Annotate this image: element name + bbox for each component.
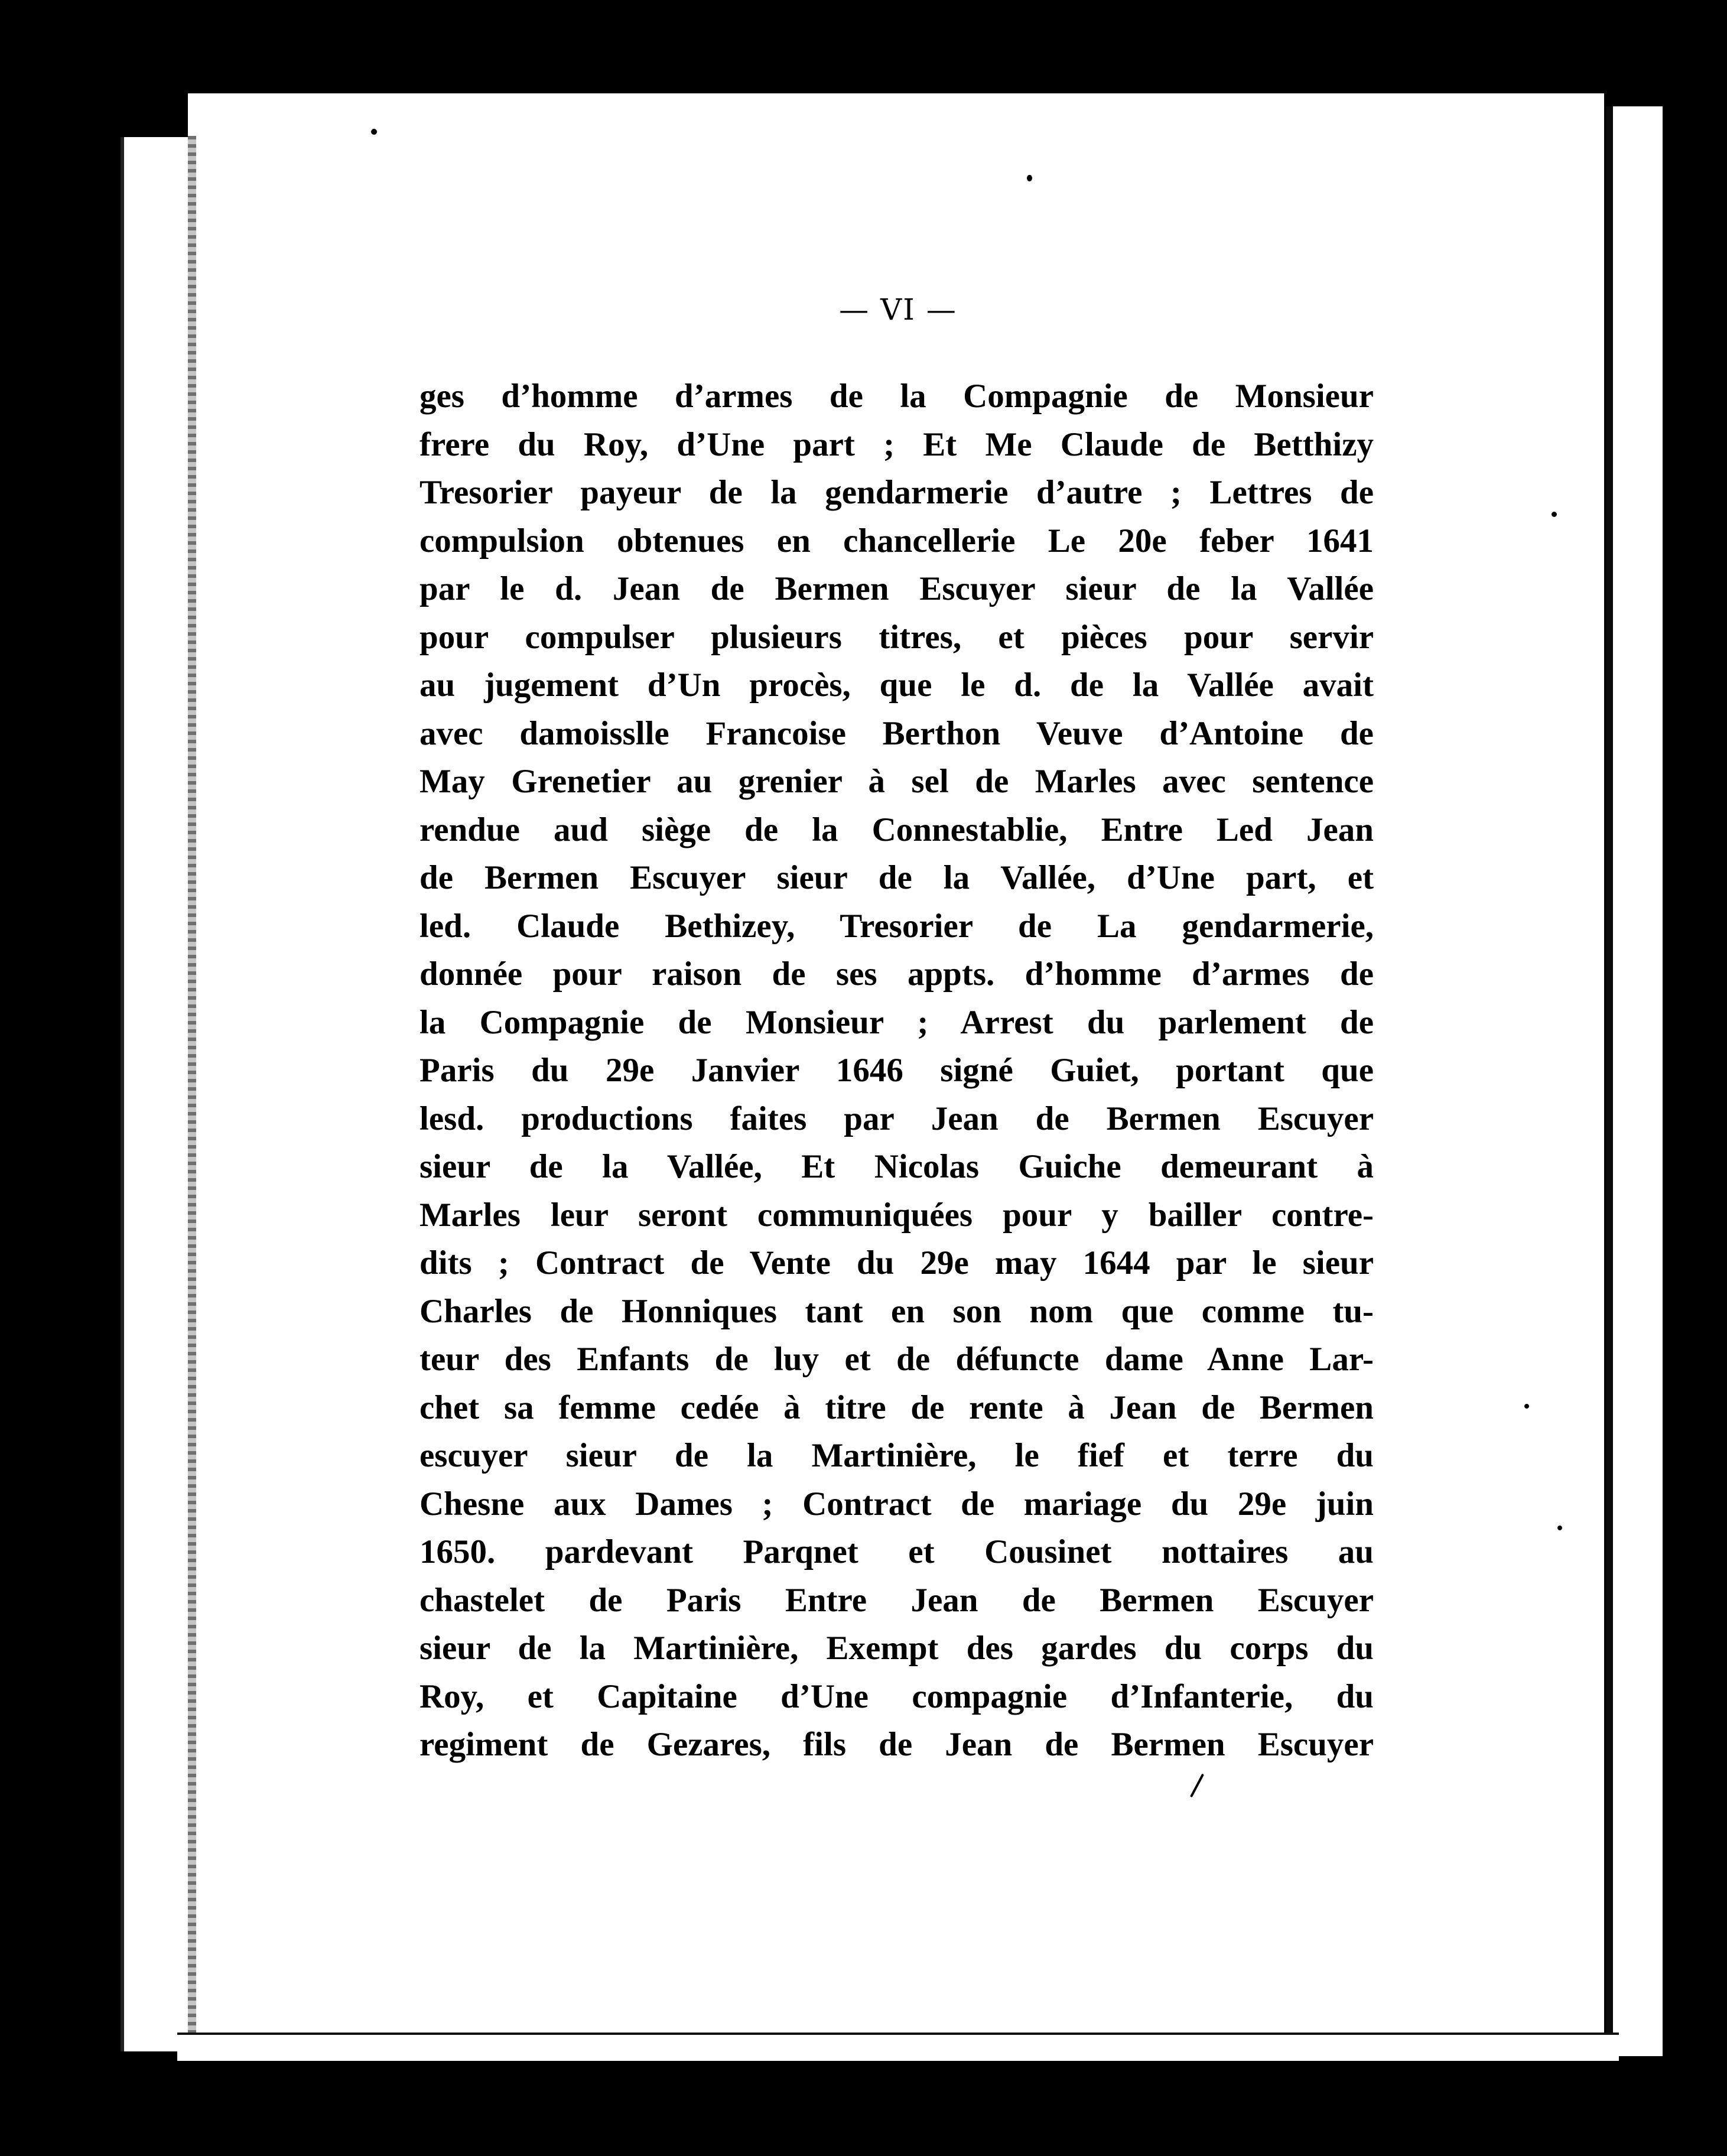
text-line: chet sa femme cedée à titre de rente à Jean de Bermen [419,1388,1374,1426]
text-line: dits ; Contract de Vente du 29e may 1644 par le sieur [419,1244,1374,1282]
ink-speck [1552,512,1557,517]
text-line: Chesne aux Dames ; Contract de mariage du 29e juin [419,1485,1374,1523]
text-line: led. Claude Bethizey, Tresorier de La gendarmerie, [419,907,1374,945]
page-bottom-edge [177,2033,1619,2061]
text-line: 1650. pardevant Parqnet et Cousinet nottaires au [419,1533,1374,1570]
body-text [419,372,1374,1769]
text-line: sieur de la Vallée, Et Nicolas Guiche demeurant à [419,1148,1374,1185]
text-line: Charles de Honniques tant en son nom que comme tu- [419,1292,1374,1330]
text-line: frere du Roy, d’Une part ; Et Me Claude de Betthizy [419,425,1374,463]
ink-speck [1524,1404,1529,1409]
ink-speck [1557,1526,1562,1530]
next-page-edge [1606,106,1663,2056]
ink-speck [1027,175,1032,181]
text-line: compulsion obtenues en chancellerie Le 20e feber 1641 [419,522,1374,560]
text-line: avec damoisslle Francoise Berthon Veuve d’Antoine de [419,714,1374,752]
text-line: lesd. productions faites par Jean de Bermen Escuyer [419,1100,1374,1137]
text-line: regiment de Gezares, fils de Jean de Bermen Escuyer [419,1726,1374,1763]
page-left-margin [121,137,195,2051]
text-line: ges d’homme d’armes de la Compagnie de Monsieur [419,378,1374,415]
text-line: la Compagnie de Monsieur ; Arrest du parlement de [419,1003,1374,1041]
text-line: May Grenetier au grenier à sel de Marles avec sentence [419,763,1374,800]
text-line: teur des Enfants de luy et de défuncte dame Anne Lar- [419,1341,1374,1378]
binding-edge [188,136,196,2038]
text-line: donnée pour raison de ses appts. d’homme d’armes de [419,955,1374,993]
text-line: sieur de la Martinière, Exempt des gardes du corps du [419,1630,1374,1667]
text-line: Tresorier payeur de la gendarmerie d’autre ; Lettres de [419,474,1374,511]
ink-speck [371,129,377,135]
text-line: Roy, et Capitaine d’Une compagnie d’Infanterie, du [419,1677,1374,1715]
text-line: par le d. Jean de Bermen Escuyer sieur de la Vallée [419,570,1374,607]
text-line: escuyer sieur de la Martinière, le fief et terre du [419,1437,1374,1474]
page-number-header: — VI — [839,292,957,327]
text-line: rendue aud siège de la Connestablie, Entre Led Jean [419,811,1374,848]
text-line: pour compulser plusieurs titres, et pièces pour servir [419,618,1374,656]
text-line: Marles leur seront communiquées pour y bailler contre- [419,1196,1374,1234]
text-line: au jugement d’Un procès, que le d. de la Vallée avait [419,666,1374,704]
text-line: de Bermen Escuyer sieur de la Vallée, d’Une part, et [419,859,1374,896]
text-line: chastelet de Paris Entre Jean de Bermen Escuyer [419,1581,1374,1619]
text-line: Paris du 29e Janvier 1646 signé Guiet, portant que [419,1052,1374,1089]
